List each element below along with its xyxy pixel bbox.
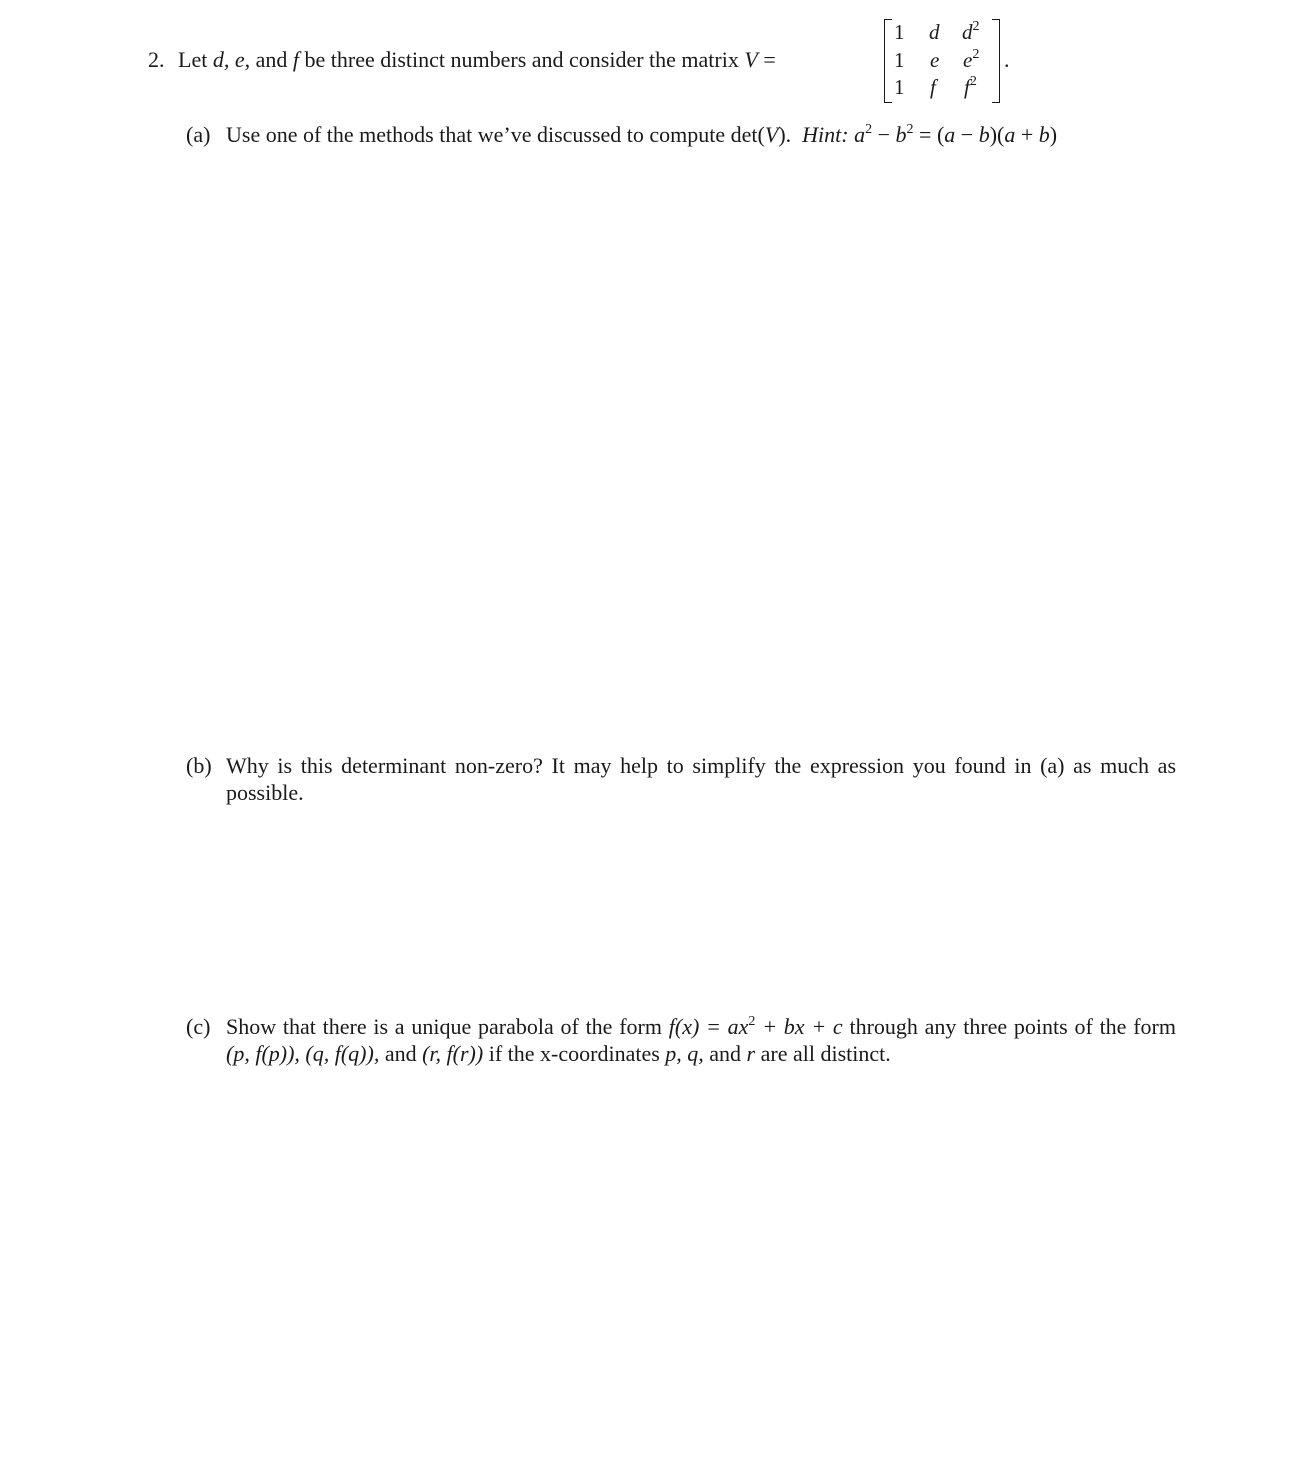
problem-number: 2. [148, 47, 165, 72]
matrix-right-bracket [992, 19, 1000, 103]
var-f: f [292, 47, 299, 72]
hint-f2b: b [1038, 122, 1050, 147]
matrix-cell-r3c1: 1 [894, 75, 905, 99]
hint-f2a: a [1004, 122, 1016, 147]
point-r: (r, f(r)) [422, 1041, 484, 1066]
hint-mid: )( [989, 122, 1005, 147]
hint-a: a [854, 122, 866, 147]
part-c [186, 1013, 1176, 1067]
coords-pq: p, q, [665, 1041, 704, 1066]
part-c-text-3: if the x-coordinates [488, 1041, 660, 1066]
statement-period: . [1004, 47, 1010, 72]
part-c-text-1: Show that there is a unique parabola of the form [226, 1014, 662, 1039]
part-c-text-4: are all distinct. [760, 1041, 891, 1066]
hint-f1op: − [960, 122, 974, 147]
matrix-cell-r2c2: e [930, 48, 940, 72]
part-a [186, 121, 1176, 148]
matrix-cell-r1c3-exp: 2 [972, 19, 980, 34]
parabola-formula-rest: + bx + c [762, 1014, 843, 1039]
part-a-var: V [764, 122, 779, 147]
parabola-formula: f(x) = ax [668, 1014, 749, 1039]
intro-rest: be three distinct numbers and consider the matrix [304, 47, 739, 72]
hint-a-exp: 2 [865, 122, 873, 137]
hint-b: b [895, 122, 907, 147]
matrix-cell-r3c3-exp: 2 [969, 74, 977, 89]
hint-label: Hint: [802, 122, 849, 147]
hint-minus: − [877, 122, 891, 147]
problem-statement [148, 46, 776, 74]
var-d-e: d, e, [212, 47, 251, 72]
coord-r: r [746, 1041, 756, 1066]
part-a-text-pre: Use one of the methods that we’ve discussed to compute det( [226, 122, 765, 147]
matrix-cell-r2c3-base: e [963, 48, 973, 72]
matrix-cell-r1c3-base: d [962, 20, 973, 44]
part-c-text-2: through any three points of the form [849, 1014, 1176, 1039]
equals-sign: = [763, 47, 776, 72]
hint-f1a: a [944, 122, 956, 147]
hint-close: ) [1049, 122, 1058, 147]
part-c-and: and [384, 1041, 417, 1066]
matrix-cell-r3c2: f [930, 75, 936, 99]
matrix-left-bracket [884, 19, 892, 103]
hint-equals: = ( [919, 122, 945, 147]
matrix-cell-r2c1: 1 [894, 48, 905, 72]
parabola-formula-exp: 2 [748, 1014, 756, 1029]
matrix-cell-r1c1: 1 [894, 20, 905, 44]
part-b-text: Why is this determinant non-zero? It may help to simplify the expression you found in (a) as much as possible. [226, 753, 1176, 805]
intro-let: Let [178, 47, 208, 72]
part-a-label: (a) [186, 122, 211, 147]
part-b-label: (b) [186, 753, 212, 778]
matrix-name: V [744, 47, 758, 72]
matrix-cell-r3c3 [964, 75, 977, 99]
part-c-text [226, 1013, 1176, 1067]
intro-and: and [255, 47, 288, 72]
part-a-text-post: ). [778, 122, 792, 147]
points-pq: (p, f(p)), (q, f(q)), [226, 1041, 380, 1066]
hint-f1b: b [978, 122, 990, 147]
matrix-cell-r1c3 [962, 20, 980, 44]
hint-b-exp: 2 [906, 122, 914, 137]
matrix-cell-r1c2: d [929, 20, 940, 44]
hint-f2op: + [1020, 122, 1034, 147]
part-c-label: (c) [186, 1014, 211, 1039]
part-c-and-2: and [709, 1041, 742, 1066]
matrix-cell-r2c3-exp: 2 [972, 47, 980, 62]
matrix-v [884, 19, 1000, 103]
part-a-text [226, 121, 1176, 148]
part-b [186, 752, 1176, 806]
matrix-cell-r2c3 [963, 48, 979, 72]
matrix-cell-r3c3-base: f [964, 75, 970, 99]
